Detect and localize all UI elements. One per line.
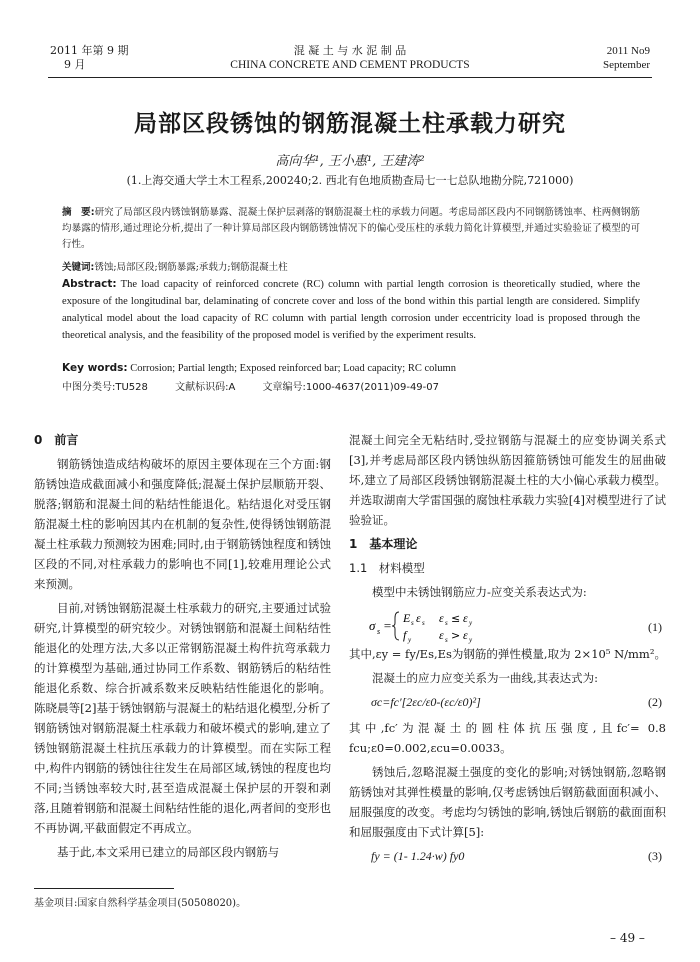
paragraph: 混凝土间完全无粘结时,受拉钢筋与混凝土的应变协调关系式[3],并考虑局部区段内锈蚀纵筋因箍筋锈蚀可能发生的屈曲破坏,建立了局部区段锈蚀钢筋混凝土柱的大小偏心承载力模型。并选取湖南大学雷国强的腐蚀柱承载力实验[4]对模型进行了试验验证。 [349, 433, 666, 527]
equation-3-number: (3) [648, 849, 662, 863]
page-number: – 49 – [610, 931, 645, 945]
svg-text:ε: ε [439, 628, 444, 642]
keywords-en [62, 360, 640, 377]
paragraph: 锈蚀后,忽略混凝土强度的变化的影响;对锈蚀钢筋,忽略钢筋锈蚀对其弹性模量的影响,仅考虑锈蚀后钢筋截面面积减小、屈服强度的改变。考虑均匀锈蚀的影响,锈蚀后钢筋的截面面积和屈服强度由下式计算[5]: [349, 765, 666, 839]
abstract-en-label: Abstract: [62, 278, 117, 290]
section-1-heading: 1 基本理论 [349, 537, 418, 551]
header-journal-en: CHINA CONCRETE AND CEMENT PRODUCTS [230, 59, 470, 71]
header-rule [48, 77, 652, 78]
keywords-cn-text: 锈蚀;局部区段;钢筋暴露;承载力;钢筋混凝土柱 [94, 262, 288, 273]
paragraph: 钢筋锈蚀造成结构破坏的原因主要体现在三个方面:钢筋锈蚀造成截面减小和强度降低;混凝土保护层顺筋开裂、脱落;钢筋和混凝土间的粘结性能退化。粘结退化对受压钢筋混凝土柱的影响因其内在机制的复杂性,使得锈蚀钢筋混凝土柱承载力预测较为困难;同时,由于钢筋锈蚀程度和锈蚀区段的不同,对柱承载力的影响也不同[1],较难用理论公式来预测。 [34, 457, 331, 591]
paper-title: 局部区段锈蚀的钢筋混凝土柱承载力研究 [134, 111, 566, 137]
abstract-cn-label: 摘 要: [62, 207, 95, 218]
header-number-year: 2011 No9 [606, 45, 650, 57]
svg-text:s: s [422, 619, 425, 627]
right-column [349, 430, 666, 870]
keywords-cn [62, 260, 640, 276]
svg-text:s: s [411, 619, 414, 627]
footnote-rule [34, 888, 174, 889]
abstract-en-text: The load capacity of reinforced concrete (RC) column with partial length corrosion is theoretically studied, where the exposure of the longitudinal bar, delaminating of concrete cover and loss of the bond within this partial length are considered. Simplify analytical model about the load capacity of RC column with partial length corrosion under eccentricity load is proposed through the theoretical analysis, and the feasibility of the proposed model is verified by the experiment results. [62, 279, 640, 341]
equation-1-formula [349, 606, 579, 644]
svg-text:≤: ≤ [451, 612, 461, 625]
svg-text:s: s [377, 627, 381, 636]
abstract-cn-text: 研究了局部区段内锈蚀钢筋暴露、混凝土保护层剥落的钢筋混凝土柱的承载力问题。考虑局部区段内不同钢筋锈蚀率、柱两侧钢筋均暴露的情形,通过理论分析,提出了一种计算局部区段内钢筋锈蚀情况下的偏心受压柱的承载力简化计算模型,并通过实验验证了模型的可行性。 [62, 207, 640, 250]
svg-text:ε: ε [463, 628, 468, 642]
svg-text:y: y [469, 636, 473, 644]
svg-text:f: f [403, 628, 407, 642]
left-column [34, 430, 331, 866]
paragraph: 模型中未锈蚀钢筋应力-应变关系表达式为: [372, 585, 587, 599]
equation-2-number: (2) [648, 695, 662, 709]
svg-text:s: s [445, 636, 448, 644]
svg-text:y: y [408, 636, 412, 644]
paper-authors: 高向华¹, 王小惠¹, 王建涛² [275, 154, 425, 169]
svg-text:ε: ε [416, 611, 421, 625]
paragraph: 其中,fc′为混凝土的圆柱体抗压强度,且fc′= 0.8 fcu;ε0=0.002,εcu=0.0033。 [349, 721, 666, 755]
equation-3 [349, 846, 666, 870]
paragraph: 基于此,本文采用已建立的局部区段内钢筋与 [57, 845, 280, 859]
header-number-month: September [602, 59, 650, 71]
svg-text:ε: ε [439, 611, 444, 625]
clc-number: 中图分类号:TU528 [62, 382, 148, 393]
svg-text:ε: ε [463, 611, 468, 625]
svg-text:=: = [383, 618, 392, 633]
equation-1-number: (1) [648, 620, 662, 634]
equation-2 [349, 692, 666, 718]
abstract-en [62, 276, 640, 344]
equation-1 [349, 606, 666, 644]
header-issue-year: 2011 年第 9 期 [50, 44, 129, 57]
section-1-1-heading: 1.1 材料模型 [349, 561, 425, 575]
equation-2-formula: σc=fc′[2εc/ε0-(εc/ε0)²] [371, 695, 481, 709]
svg-text:s: s [445, 619, 448, 627]
keywords-cn-label: 关键词: [62, 262, 95, 273]
paragraph: 目前,对锈蚀钢筋混凝土柱承载力的研究,主要通过试验研究,计算模型的研究较少。对锈蚀钢筋和混凝土间粘结性能退化的处理方法,大多以正常钢筋混凝土构件抗弯承载力的计算模型为基础,通过协同工作系数、钢筋锈后的粘结性能退化系数、综合折减系数来反映粘结性能退化的影响。陈晓晨等[2]基于锈蚀钢筋与混凝土的粘结退化模型,分析了钢筋锈蚀对钢筋混凝土柱承载力和破坏模式的影响,建立了锈蚀钢筋混凝土柱抗压承载力的计算模型。而在实际工程中,构件内钢筋的锈蚀往往发生在局部区域,锈蚀的程度也均不同;当锈蚀率较大时,甚至造成混凝土保护层的开裂和剥落,且随着钢筋和混凝土间粘结性能的退化,两者间的变形也不再协调,平截面假定不再成立。 [34, 601, 331, 835]
header-issue-month: 9 月 [64, 58, 86, 71]
svg-text:σ: σ [369, 618, 376, 633]
doc-code: 文献标识码:A [175, 382, 236, 393]
svg-text:E: E [403, 611, 411, 625]
keywords-en-text: Corrosion; Partial length; Exposed reinforced bar; Load capacity; RC column [130, 363, 456, 374]
paper-affiliation: (1.上海交通大学土木工程系,200240;2. 西北有色地质勘查局七一七总队地勘分院,721000) [126, 174, 574, 187]
equation-3-formula: fy = (1- 1.24·w) fy0 [371, 849, 465, 863]
classification-line [62, 378, 640, 393]
paragraph: 混凝土的应力应变关系为一曲线,其表达式为: [372, 671, 599, 685]
footnote-funding: 基金项目:国家自然科学基金项目(50508020)。 [34, 898, 247, 909]
abstract-cn [62, 205, 640, 253]
header-journal-cn: 混 凝 土 与 水 泥 制 品 [293, 44, 407, 57]
header-number [560, 44, 650, 72]
svg-text:>: > [451, 629, 461, 642]
keywords-en-label: Key words: [62, 362, 128, 374]
paragraph: 其中,εy = fy/Es,Es为钢筋的弹性模量,取为 2×10⁵ N/mm²。 [349, 647, 666, 661]
section-0-heading: 0 前言 [34, 433, 79, 447]
article-number: 文章编号:1000-4637(2011)09-49-07 [262, 382, 440, 393]
svg-text:y: y [469, 619, 473, 627]
